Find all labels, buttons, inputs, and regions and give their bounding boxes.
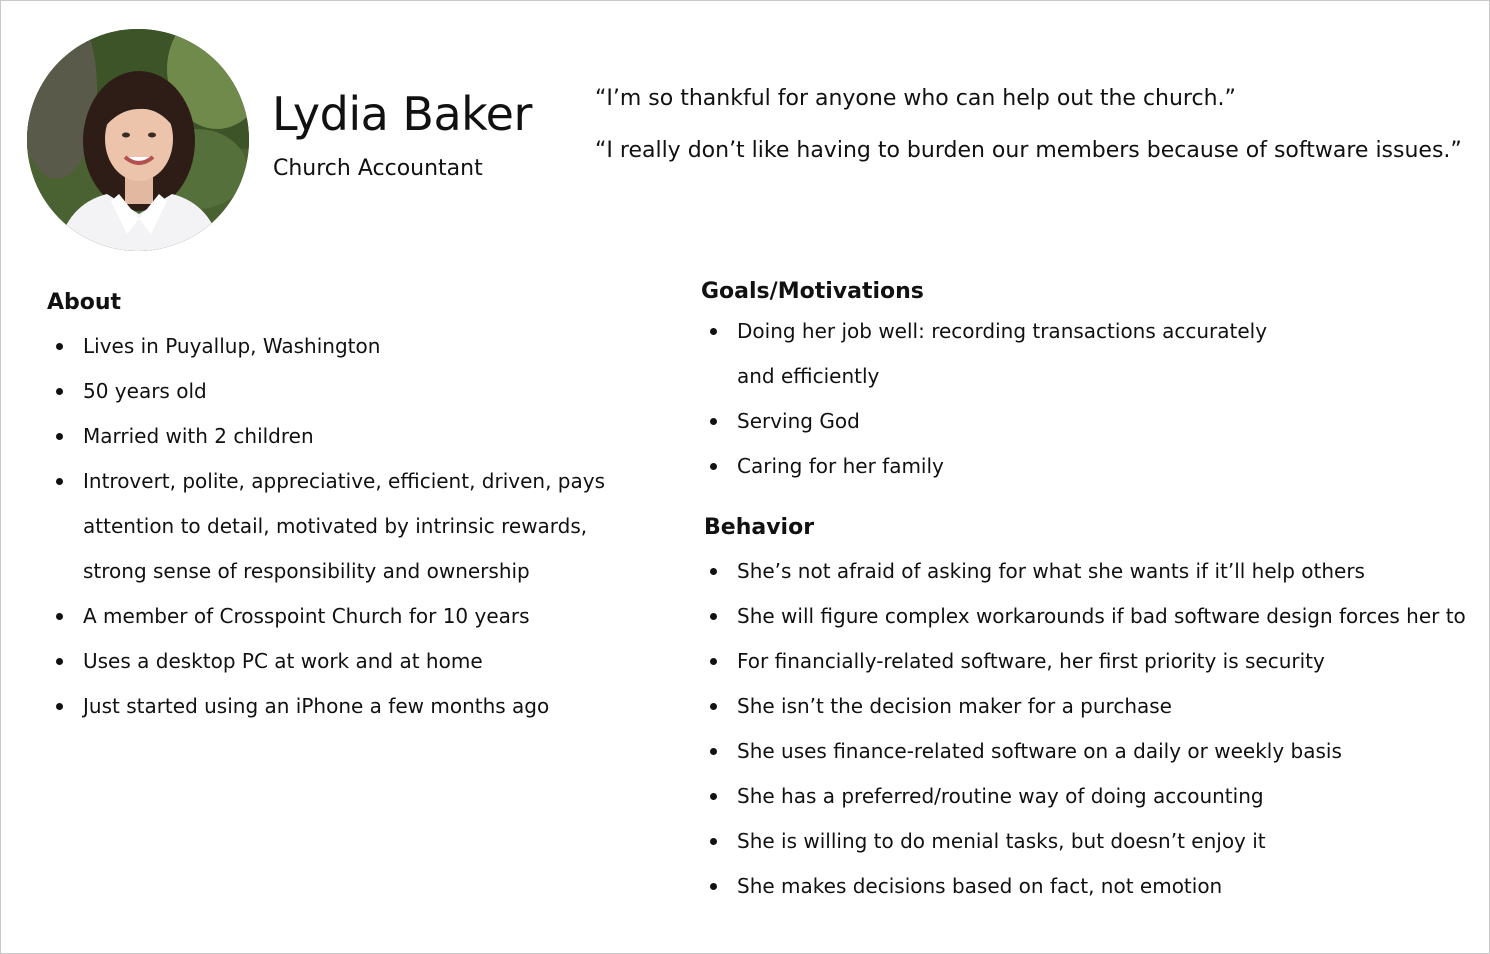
behavior-item: She will figure complex workarounds if bad software design forces her to bbox=[701, 594, 1481, 639]
behavior-item: She isn’t the decision maker for a purchase bbox=[701, 684, 1481, 729]
about-item: A member of Crosspoint Church for 10 years bbox=[47, 594, 647, 639]
behavior-item: She’s not afraid of asking for what she wants if it’ll help others bbox=[701, 549, 1481, 594]
goals-heading: Goals/Motivations bbox=[701, 279, 924, 304]
goals-item: Doing her job well: recording transactions accurately and efficiently bbox=[701, 309, 1311, 399]
about-item: Lives in Puyallup, Washington bbox=[47, 324, 647, 369]
behavior-item: For financially-related software, her first priority is security bbox=[701, 639, 1481, 684]
about-list bbox=[47, 324, 647, 729]
persona-photo bbox=[27, 29, 249, 251]
persona-role: Church Accountant bbox=[273, 156, 483, 181]
behavior-item: She is willing to do menial tasks, but doesn’t enjoy it bbox=[701, 819, 1481, 864]
persona-quote: “I’m so thankful for anyone who can help out the church.” bbox=[595, 86, 1236, 111]
behavior-list bbox=[701, 549, 1481, 909]
behavior-heading: Behavior bbox=[704, 515, 815, 540]
goals-item: Caring for her family bbox=[701, 444, 1311, 489]
about-heading: About bbox=[47, 290, 122, 315]
behavior-item: She makes decisions based on fact, not emotion bbox=[701, 864, 1481, 909]
goals-item: Serving God bbox=[701, 399, 1311, 444]
behavior-item: She uses finance-related software on a daily or weekly basis bbox=[701, 729, 1481, 774]
persona-quote: “I really don’t like having to burden our members because of software issues.” bbox=[595, 138, 1462, 163]
about-item: Introvert, polite, appreciative, efficient, driven, pays attention to detail, motivated by intrinsic rewards, strong sense of responsibility and ownership bbox=[47, 459, 647, 594]
about-item: 50 years old bbox=[47, 369, 647, 414]
about-item: Married with 2 children bbox=[47, 414, 647, 459]
goals-list bbox=[701, 309, 1311, 489]
portrait-photo-icon bbox=[27, 29, 249, 251]
persona-name: Lydia Baker bbox=[272, 87, 532, 141]
behavior-item: She has a preferred/routine way of doing accounting bbox=[701, 774, 1481, 819]
about-item: Uses a desktop PC at work and at home bbox=[47, 639, 647, 684]
about-item: Just started using an iPhone a few months ago bbox=[47, 684, 647, 729]
